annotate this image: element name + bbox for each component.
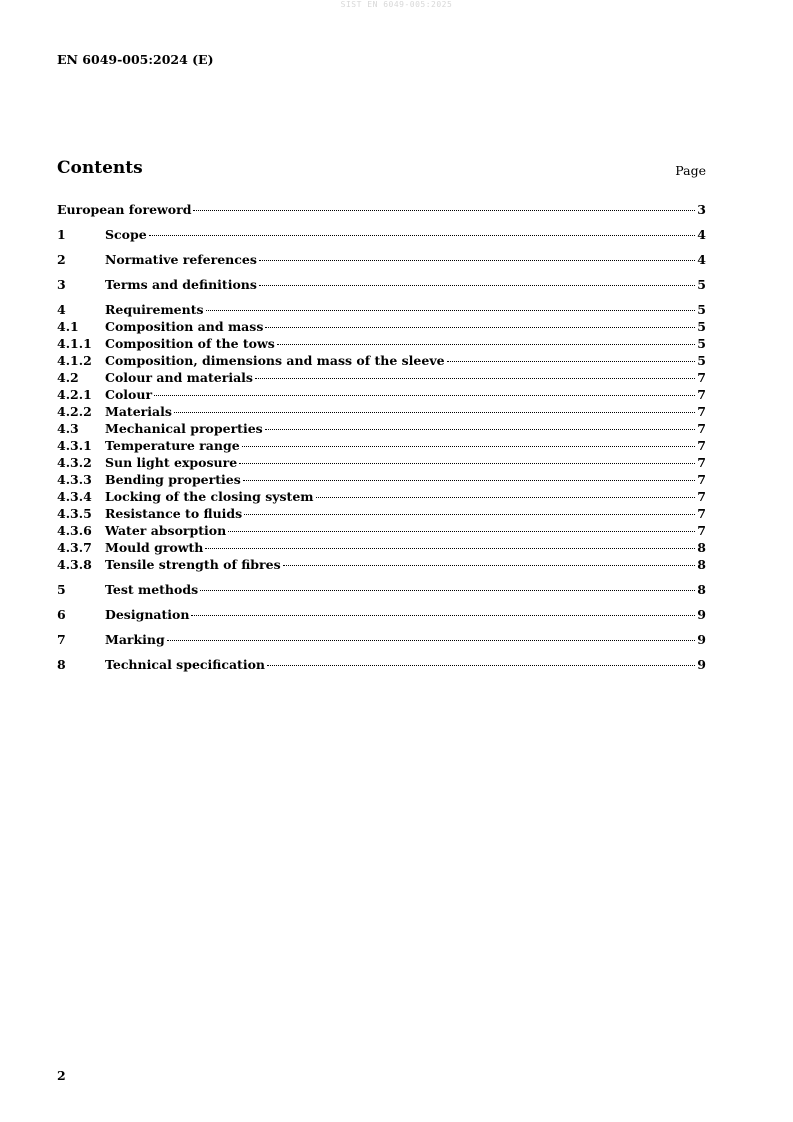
toc-entry-number: 4.3.2	[57, 455, 92, 470]
toc-leader	[174, 412, 695, 413]
toc-entry-title: Requirements	[105, 302, 204, 317]
toc-entry-title: Technical specification	[105, 657, 266, 672]
toc-leader	[316, 497, 696, 498]
toc-leader	[265, 327, 695, 328]
toc-entry-number: 4.3	[57, 421, 79, 436]
toc-entry-page: 4	[697, 227, 706, 242]
toc-entry-title: Colour	[105, 387, 153, 402]
toc-entry[interactable]	[57, 386, 706, 403]
toc-entry[interactable]	[57, 539, 706, 556]
toc-entry-title: Scope	[105, 227, 147, 242]
toc-entry[interactable]	[57, 488, 706, 505]
toc-entry[interactable]	[57, 276, 706, 293]
toc-entry-title: Test methods	[105, 582, 199, 597]
toc-entry-page: 4	[697, 252, 706, 267]
toc-entry-number: 3	[57, 277, 66, 292]
toc-entry-page: 3	[697, 202, 706, 217]
contents-heading: Contents	[57, 158, 143, 178]
toc-leader	[283, 565, 696, 566]
toc-entry[interactable]	[57, 201, 706, 218]
toc-entry-page: 7	[697, 472, 706, 487]
toc-entry-title: Locking of the closing system	[105, 489, 314, 504]
toc-entry-title: Marking	[105, 632, 165, 647]
toc-entry-number: 4.1.1	[57, 336, 92, 351]
toc-leader	[265, 429, 696, 430]
toc-entry-page: 8	[697, 582, 706, 597]
toc-leader	[167, 640, 696, 641]
toc-entry[interactable]	[57, 437, 706, 454]
toc-entry-title: Water absorption	[105, 523, 227, 538]
toc-entry[interactable]	[57, 522, 706, 539]
toc-entry-page: 9	[697, 632, 706, 647]
toc-entry-number: 1	[57, 227, 66, 242]
toc-entry[interactable]	[57, 505, 706, 522]
toc-entry-page: 5	[697, 302, 706, 317]
toc-entry[interactable]	[57, 656, 706, 673]
toc-leader	[193, 210, 695, 211]
toc-leader	[244, 514, 695, 515]
toc-entry-number: 4.1	[57, 319, 79, 334]
toc-entry-page: 5	[697, 353, 706, 368]
toc-entry-page: 7	[697, 523, 706, 538]
toc-entry[interactable]	[57, 369, 706, 386]
toc-entry-title: Mould growth	[105, 540, 204, 555]
toc-entry-page: 9	[697, 607, 706, 622]
toc-entry-title: Mechanical properties	[105, 421, 263, 436]
toc-entry-page: 7	[697, 387, 706, 402]
toc-entry-title: Composition of the tows	[105, 336, 275, 351]
watermark: SIST EN 6049-005:2025	[340, 0, 453, 9]
toc-entry-number: 4.1.2	[57, 353, 92, 368]
toc-entry[interactable]	[57, 454, 706, 471]
toc-leader	[239, 463, 695, 464]
toc-entry[interactable]	[57, 318, 706, 335]
toc-entry-title: Composition and mass	[105, 319, 264, 334]
toc-entry[interactable]	[57, 403, 706, 420]
toc-entry-number: 4.3.4	[57, 489, 92, 504]
toc-entry-page: 9	[697, 657, 706, 672]
toc-entry-number: 7	[57, 632, 66, 647]
toc-entry-page: 8	[697, 557, 706, 572]
toc-leader	[259, 285, 695, 286]
toc-entry-number: 8	[57, 657, 66, 672]
toc-entry-number: 6	[57, 607, 66, 622]
toc-entry-title: Temperature range	[105, 438, 240, 453]
toc-entry-page: 7	[697, 370, 706, 385]
toc-entry[interactable]	[57, 556, 706, 573]
toc-entry-number: 4.3.5	[57, 506, 92, 521]
toc-leader	[200, 590, 695, 591]
toc-leader	[255, 378, 695, 379]
toc-entry-page: 7	[697, 404, 706, 419]
toc-entry-number: 4	[57, 302, 66, 317]
toc-leader	[242, 446, 696, 447]
toc-entry-page: 8	[697, 540, 706, 555]
page-number: 2	[57, 1068, 66, 1083]
toc-leader	[267, 665, 695, 666]
toc-entry-title: Bending properties	[105, 472, 241, 487]
toc-entry[interactable]	[57, 352, 706, 369]
toc-entry-number: 4.3.8	[57, 557, 92, 572]
toc-leader	[191, 615, 695, 616]
toc-entry-page: 7	[697, 421, 706, 436]
toc-entry[interactable]	[57, 420, 706, 437]
toc-leader	[259, 260, 695, 261]
toc-leader	[206, 310, 696, 311]
toc-entry[interactable]	[57, 581, 706, 598]
toc-entry-number: 4.3.3	[57, 472, 92, 487]
toc-leader	[447, 361, 696, 362]
toc-entry[interactable]	[57, 471, 706, 488]
table-of-contents	[57, 201, 706, 673]
toc-entry-page: 5	[697, 336, 706, 351]
toc-leader	[205, 548, 695, 549]
toc-entry-title: Resistance to fluids	[105, 506, 243, 521]
toc-entry[interactable]	[57, 301, 706, 318]
toc-entry-title: European foreword	[57, 202, 192, 217]
toc-entry-page: 7	[697, 438, 706, 453]
toc-entry-number: 5	[57, 582, 66, 597]
toc-entry[interactable]	[57, 226, 706, 243]
toc-leader	[228, 531, 695, 532]
toc-entry-page: 5	[697, 319, 706, 334]
toc-entry-number: 4.2.1	[57, 387, 92, 402]
toc-entry[interactable]	[57, 606, 706, 623]
toc-entry-number: 4.3.6	[57, 523, 92, 538]
toc-entry-title: Colour and materials	[105, 370, 253, 385]
toc-entry[interactable]	[57, 251, 706, 268]
toc-entry-number: 4.3.1	[57, 438, 92, 453]
toc-entry-number: 4.2.2	[57, 404, 92, 419]
toc-leader	[149, 235, 696, 236]
toc-leader	[277, 344, 695, 345]
toc-entry-title: Terms and definitions	[105, 277, 257, 292]
toc-entry-number: 2	[57, 252, 66, 267]
toc-entry-title: Composition, dimensions and mass of the sleeve	[105, 353, 445, 368]
toc-leader	[243, 480, 696, 481]
page-column-label: Page	[675, 163, 706, 178]
toc-leader	[154, 395, 695, 396]
toc-entry[interactable]	[57, 631, 706, 648]
toc-entry-title: Sun light exposure	[105, 455, 238, 470]
toc-entry-title: Designation	[105, 607, 190, 622]
toc-entry-page: 7	[697, 455, 706, 470]
toc-entry-number: 4.3.7	[57, 540, 92, 555]
toc-entry-number: 4.2	[57, 370, 79, 385]
toc-entry-title: Tensile strength of fibres	[105, 557, 281, 572]
toc-entry-page: 7	[697, 489, 706, 504]
toc-entry-title: Materials	[105, 404, 172, 419]
toc-entry-page: 7	[697, 506, 706, 521]
toc-entry-page: 5	[697, 277, 706, 292]
toc-entry-title: Normative references	[105, 252, 257, 267]
document-id: EN 6049-005:2024 (E)	[57, 52, 214, 67]
toc-entry[interactable]	[57, 335, 706, 352]
